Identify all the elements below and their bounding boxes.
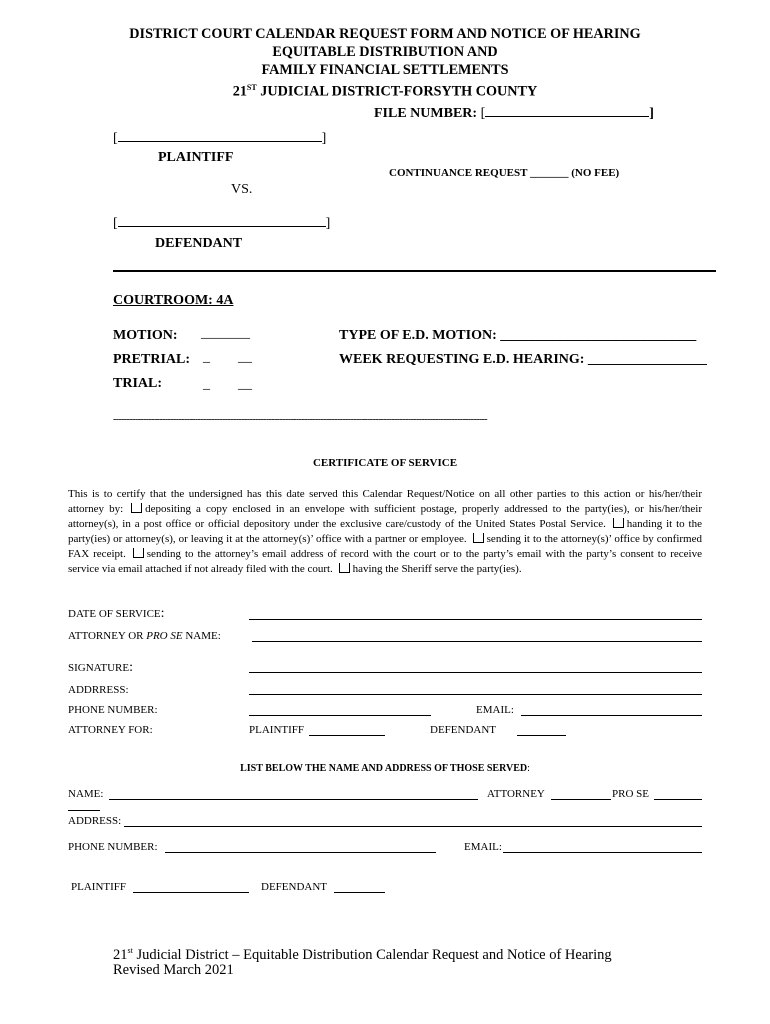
pretrial-label: PRETRIAL: <box>113 352 191 367</box>
served-list-title: LIST BELOW THE NAME AND ADDRESS OF THOSE SERVED: <box>240 763 530 774</box>
served-email-label: EMAIL: <box>464 841 502 853</box>
form-title-line-3: FAMILY FINANCIAL SETTLEMENTS <box>261 62 509 78</box>
served-attorney-label: ATTORNEY <box>487 788 545 800</box>
served-plaintiff-field[interactable] <box>133 892 249 893</box>
certificate-text <box>68 487 702 577</box>
file-number-bracket-open: [ <box>480 106 486 121</box>
email-field[interactable] <box>521 715 702 716</box>
week-requesting-hearing[interactable]: WEEK REQUESTING E.D. HEARING: _________________ <box>339 352 707 367</box>
continuance-request[interactable]: CONTINUANCE REQUEST _______ (NO FEE) <box>389 167 620 179</box>
signature-field[interactable] <box>249 672 702 673</box>
dashed-separator: ----------------------------------------------------------------------------------------------------------------------------------------- <box>113 414 488 425</box>
plaintiff-name-row <box>113 131 326 147</box>
attorney-for-label: ATTORNEY FOR: <box>68 724 153 736</box>
attorney-for-defendant-label: DEFENDANT <box>430 724 496 736</box>
footer-line-1: 21st Judicial District – Equitable Distribution Calendar Request and Notice of Hearing <box>113 946 612 963</box>
district-number: 21 <box>232 83 247 100</box>
certificate-title: CERTIFICATE OF SERVICE <box>312 457 458 469</box>
motion-label: MOTION: <box>113 328 178 343</box>
plaintiff-bracket-close: ] <box>321 131 327 146</box>
email-option: sending to the attorney’s email address of record with the court or to the party’s email with the party’s consent to receive service via email attached if not already filed with the court. <box>68 548 703 575</box>
form-title-line-2: EQUITABLE DISTRIBUTION AND <box>272 44 498 60</box>
attorney-for-plaintiff-field[interactable] <box>309 735 385 736</box>
file-number-label: FILE NUMBER: <box>374 106 478 121</box>
pretrial-field-a[interactable]: _ <box>203 350 210 365</box>
attorney-for-plaintiff-label: PLAINTIFF <box>249 724 305 736</box>
file-number-bracket-close: ] <box>649 106 654 121</box>
served-name-overflow-line <box>68 810 100 811</box>
served-phone-field[interactable] <box>165 852 436 853</box>
sheriff-checkbox[interactable] <box>339 563 350 573</box>
defendant-bracket-open: [ <box>113 216 118 231</box>
served-plaintiff-label: PLAINTIFF <box>71 881 127 893</box>
motion-field[interactable]: _______ <box>201 326 250 341</box>
defendant-name-row <box>113 216 330 232</box>
trial-field-a[interactable]: _ <box>203 377 210 392</box>
courtroom-label: COURTROOM: 4A <box>113 293 234 308</box>
served-phone-label: PHONE NUMBER: <box>68 841 158 853</box>
phone-label: PHONE NUMBER: <box>68 704 158 716</box>
plaintiff-name-field[interactable] <box>118 141 322 142</box>
served-pro-se-field[interactable] <box>654 799 702 800</box>
type-of-ed-motion[interactable]: TYPE OF E.D. MOTION: ____________________________ <box>339 328 697 343</box>
served-address-label: ADDRESS: <box>68 815 122 827</box>
file-number-row <box>374 106 654 122</box>
email-checkbox[interactable] <box>133 548 144 558</box>
form-title-line-1: DISTRICT COURT CALENDAR REQUEST FORM AND NOTICE OF HEARING <box>129 26 641 42</box>
district-name: JUDICIAL DISTRICT-FORSYTH COUNTY <box>256 83 538 100</box>
defendant-bracket-close: ] <box>325 216 331 231</box>
attorney-name-label: ATTORNEY OR PRO SE NAME: <box>68 630 221 642</box>
address-field[interactable] <box>249 694 702 695</box>
phone-field[interactable] <box>249 715 431 716</box>
trial-field-b[interactable]: __ <box>238 377 252 392</box>
hand-delivery-checkbox[interactable] <box>613 518 624 528</box>
address-label: ADDRRESS: <box>68 684 129 696</box>
served-defendant-field[interactable] <box>334 892 385 893</box>
file-number-field[interactable] <box>485 116 649 117</box>
signature-label: SIGNATURE: <box>68 660 134 675</box>
certificate-intro: This is to certify that the undersigned has this date served this Calendar Request/Notice on all other parties to this action or his/her/their attorney by: <box>68 488 702 515</box>
plaintiff-label: PLAINTIFF <box>158 150 234 165</box>
trial-label: TRIAL: <box>113 376 163 391</box>
attorney-name-field[interactable] <box>252 641 702 642</box>
district-suffix: ST <box>246 83 257 92</box>
date-of-service-field[interactable] <box>249 619 702 620</box>
sheriff-option: having the Sheriff serve the party(ies). <box>352 563 522 575</box>
attorney-for-defendant-field[interactable] <box>517 735 566 736</box>
fax-checkbox[interactable] <box>473 533 484 543</box>
pretrial-field-b[interactable]: __ <box>238 350 252 365</box>
served-name-field[interactable] <box>109 799 478 800</box>
date-of-service-label: DATE OF SERVICE: <box>68 606 165 621</box>
mail-option: depositing a copy enclosed in an envelope with sufficient postage, properly addressed to the party(ies), or his/her/their attorney(s), in a post office or official depository under the exclusive care/custody of the United States Postal Service. <box>68 503 702 530</box>
hand-delivery-option: handing it to the party(ies) or attorney(s), or leaving it at the attorney(s)’ office with a partner or employee. <box>68 518 703 545</box>
mail-checkbox[interactable] <box>131 503 142 513</box>
served-name-label: NAME: <box>68 788 104 800</box>
versus-label: VS. <box>231 182 253 197</box>
fax-option: sending it to the attorney(s)’ office by confirmed FAX receipt. <box>68 533 702 560</box>
defendant-label: DEFENDANT <box>155 236 243 251</box>
form-title-line-4 <box>0 79 770 101</box>
served-defendant-label: DEFENDANT <box>261 881 327 893</box>
served-address-field[interactable] <box>124 826 702 827</box>
served-email-field[interactable] <box>503 852 702 853</box>
footer-revision: Revised March 2021 <box>113 962 234 978</box>
served-attorney-field[interactable] <box>551 799 611 800</box>
plaintiff-bracket-open: [ <box>113 131 118 146</box>
email-label: EMAIL: <box>476 704 514 716</box>
served-pro-se-label: PRO SE <box>612 788 649 800</box>
defendant-name-field[interactable] <box>118 226 326 227</box>
caption-divider <box>113 270 716 272</box>
